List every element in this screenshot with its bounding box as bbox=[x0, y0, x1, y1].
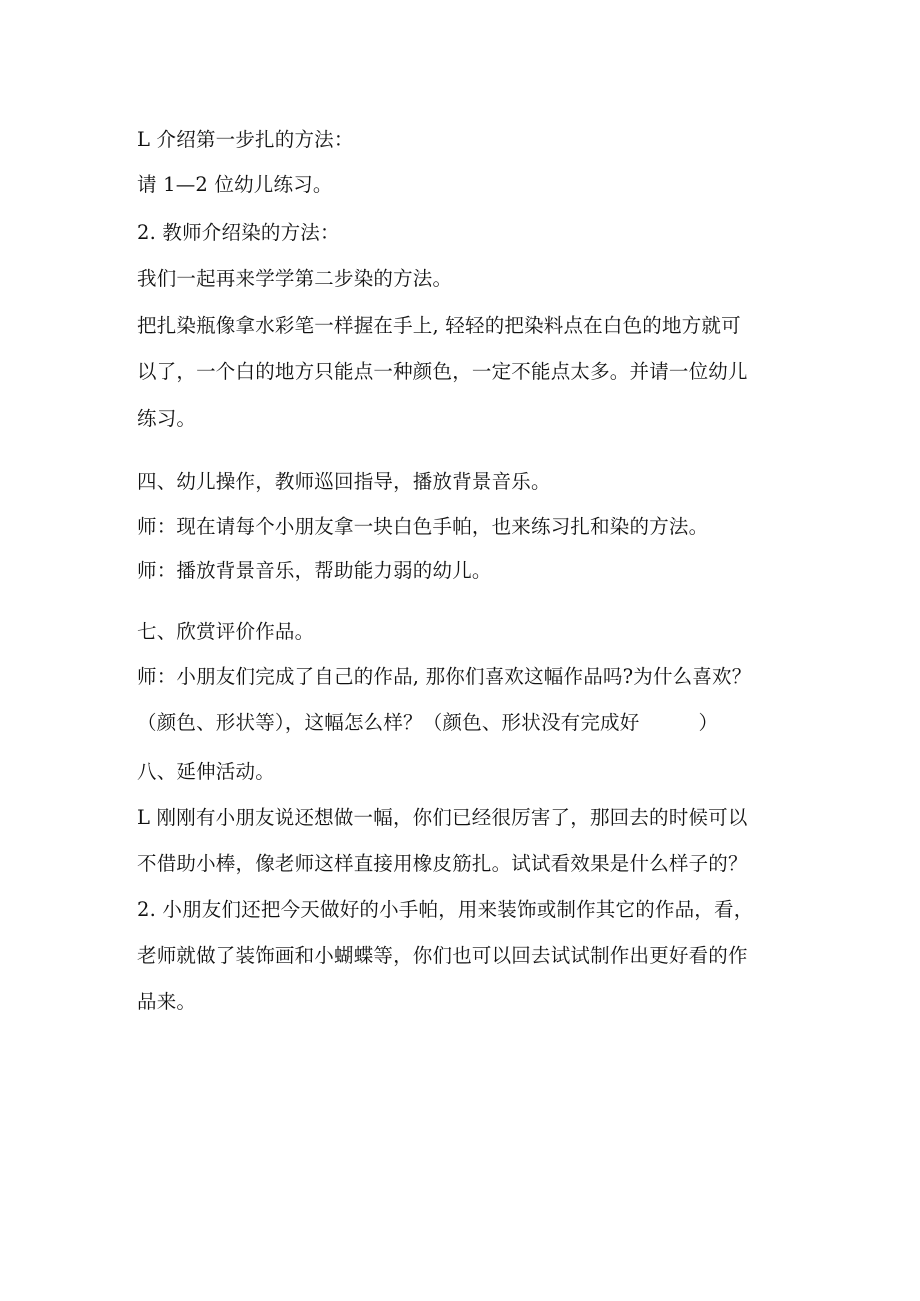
text-line: 练习。 bbox=[137, 407, 197, 430]
text-line: 不借助小棒，像老师这样直接用橡皮筋扎。试试看效果是什么样子的？ bbox=[137, 852, 748, 875]
text-line: 请 1—2 位幼儿练习。 bbox=[137, 173, 333, 196]
text-line: 2. 教师介绍染的方法： bbox=[137, 221, 340, 244]
section-heading: 七、欣赏评价作品。 bbox=[137, 620, 315, 643]
text-line: 师：小朋友们完成了自己的作品, 那你们喜欢这幅作品吗?为什么喜欢？ bbox=[137, 665, 752, 688]
text-line: 我们一起再来学学第二步染的方法。 bbox=[137, 267, 453, 290]
section-heading: 八、延伸活动。 bbox=[137, 760, 275, 783]
text-line: 品来。 bbox=[137, 990, 197, 1013]
text-line: L 刚刚有小朋友说还想做一幅，你们已经很厉害了，那回去的时候可以 bbox=[137, 806, 748, 829]
text-line: L 介绍第一步扎的方法： bbox=[137, 128, 354, 151]
text-line: 2. 小朋友们还把今天做好的小手帕，用来装饰或制作其它的作品，看， bbox=[137, 898, 754, 921]
section-heading: 四、幼儿操作，教师巡回指导，播放背景音乐。 bbox=[137, 470, 551, 493]
text-line: （颜色、形状等），这幅怎么样？（颜色、形状没有完成好 ） bbox=[137, 711, 719, 734]
text-line: 老师就做了装饰画和小蝴蝶等，你们也可以回去试试制作出更好看的作 bbox=[137, 944, 748, 967]
text-line: 师：现在请每个小朋友拿一块白色手帕，也来练习扎和染的方法。 bbox=[137, 515, 709, 538]
text-line: 以了，一个白的地方只能点一种颜色，一定不能点太多。并请一位幼儿 bbox=[137, 360, 748, 383]
text-line: 师：播放背景音乐，帮助能力弱的幼儿。 bbox=[137, 559, 492, 582]
text-line: 把扎染瓶像拿水彩笔一样握在手上, 轻轻的把染料点在白色的地方就可 bbox=[137, 314, 741, 337]
